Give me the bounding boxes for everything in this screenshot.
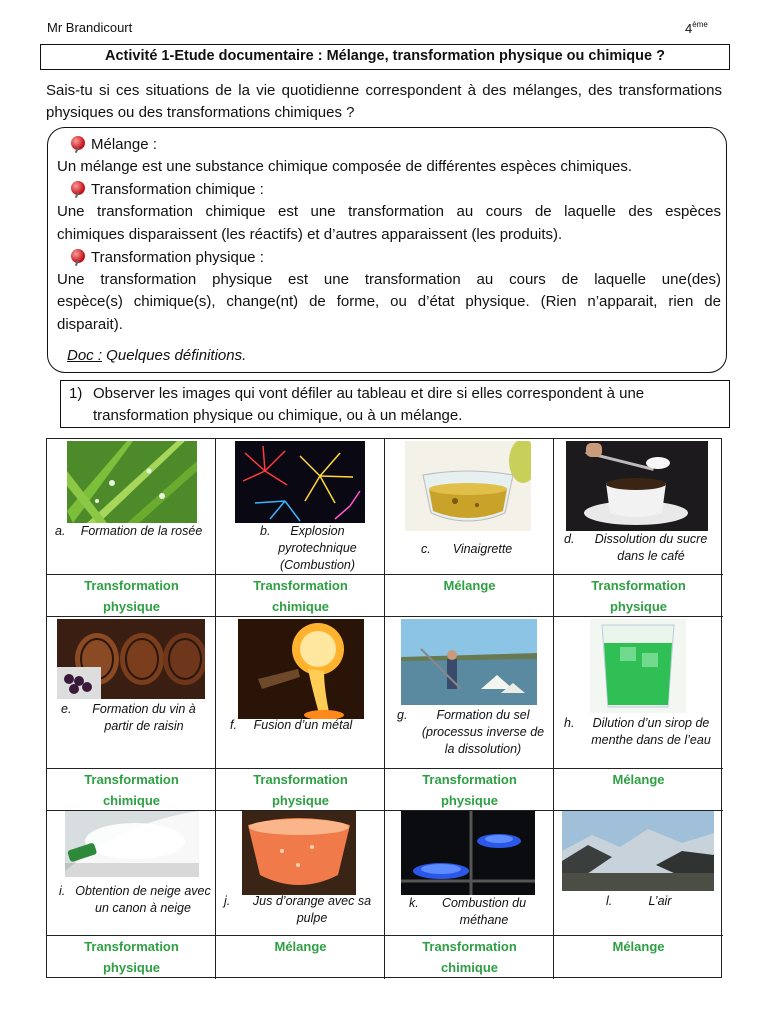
item-cell-k: [385, 811, 554, 936]
physique-definition-1: Une transformation physique est une transformation au cours de laquelle une(des): [57, 271, 721, 288]
salt-marsh-image: [401, 619, 537, 705]
item-cell-g: [385, 617, 554, 769]
answer-cell-b: [216, 575, 385, 617]
pin-icon: [71, 136, 85, 150]
activity-title: Activité 1-Etude documentaire : Mélange, transformation physique ou chimique ?: [40, 44, 730, 70]
definitions-box: [47, 127, 727, 373]
answer-f-line1: Transformation: [253, 772, 348, 787]
caption-j: j. Jus d’orange avec sa pulpe: [224, 894, 372, 925]
answer-cell-c: [385, 575, 554, 617]
answer-i-line2: physique: [102, 960, 161, 975]
gas-flame-image: [401, 811, 535, 895]
chimique-definition-1: Une transformation chimique est une transformation au cours de laquelle des espèces: [57, 203, 721, 220]
answer-a-line1: Transformation: [84, 578, 179, 593]
orange-juice-image: [242, 811, 356, 895]
answer-cell-k: [385, 936, 554, 979]
pin-icon: [71, 181, 85, 195]
physique-definition-3: disparait).: [57, 316, 123, 333]
answer-cell-j: [216, 936, 385, 979]
answer-cell-a: [47, 575, 216, 617]
caption-d: d. Dissolution du sucre dans le café: [564, 532, 708, 563]
melange-definition: Un mélange est une substance chimique composée de différentes espèces chimiques.: [57, 158, 633, 175]
answer-b-line1: Transformation: [253, 578, 348, 593]
melange-heading: Mélange :: [57, 134, 721, 156]
caption-i: i. Obtention de neige avec un canon à neige: [59, 884, 211, 915]
question-number: 1): [69, 385, 83, 402]
answer-cell-l: [554, 936, 723, 979]
answer-c-line1: Mélange: [443, 578, 496, 593]
answer-f-line2: physique: [271, 793, 330, 808]
answer-cell-d: [554, 575, 723, 617]
answer-e-line1: Transformation: [84, 772, 179, 787]
answer-i-line1: Transformation: [84, 939, 179, 954]
item-cell-i: [47, 811, 216, 936]
answer-g-line2: physique: [440, 793, 499, 808]
answer-d-line1: Transformation: [591, 578, 686, 593]
item-cell-c: [385, 439, 554, 575]
item-cell-f: [216, 617, 385, 769]
answer-cell-i: [47, 936, 216, 979]
physique-heading: Transformation physique :: [57, 247, 721, 269]
item-cell-d: [554, 439, 723, 575]
caption-l: l. L’air: [606, 894, 672, 908]
answer-a-line2: physique: [102, 599, 161, 614]
answer-l-line1: Mélange: [612, 939, 665, 954]
caption-c: c. Vinaigrette: [421, 542, 513, 556]
item-cell-a: [47, 439, 216, 575]
author-name: Mr Brandicourt: [47, 20, 133, 35]
caption-b: b. Explosion pyrotechnique (Combustion): [260, 524, 357, 572]
caption-f: f. Fusion d’un métal: [230, 718, 353, 732]
coffee-sugar-image: [566, 441, 708, 531]
snow-cannon-image: [65, 811, 199, 877]
caption-h: h. Dilution d’un sirop de menthe dans de l’eau: [564, 716, 711, 747]
chimique-heading: Transformation chimique :: [57, 179, 721, 201]
answer-k-line1: Transformation: [422, 939, 517, 954]
item-cell-b: [216, 439, 385, 575]
chimique-definition-2: chimiques disparaissent (les réactifs) et d’autres apparaissent (les produits).: [57, 226, 563, 243]
item-cell-e: [47, 617, 216, 769]
question-text: Observer les images qui vont défiler au tableau et dire si elles correspondent à une transformation physique ou chimique, ou à un mélange.: [93, 385, 645, 424]
wine-barrels-image: [57, 619, 205, 699]
activity-grid: [46, 438, 722, 978]
answer-h-line1: Mélange: [612, 772, 665, 787]
molten-metal-image: [238, 619, 364, 719]
caption-a: a. Formation de la rosée: [55, 524, 203, 538]
fireworks-image: [235, 441, 365, 523]
doc-caption: Doc : Quelques définitions.: [67, 347, 247, 364]
item-cell-l: [554, 811, 723, 936]
pin-icon: [71, 249, 85, 263]
class-level: 4ème: [685, 20, 708, 36]
mint-syrup-glass-image: [590, 619, 686, 713]
vinaigrette-bowl-image: [405, 441, 531, 531]
question-box: [60, 380, 730, 428]
caption-k: k. Combustion du méthane: [409, 896, 527, 927]
intro-paragraph: Sais-tu si ces situations de la vie quotidienne correspondent à des mélanges, des transformations physiques ou des transformations chimiques ?: [46, 82, 722, 121]
answer-cell-e: [47, 769, 216, 811]
answer-g-line1: Transformation: [422, 772, 517, 787]
answer-cell-f: [216, 769, 385, 811]
item-cell-h: [554, 617, 723, 769]
caption-g: g. Formation du sel (processus inverse de la dissolution): [397, 708, 545, 756]
item-cell-j: [216, 811, 385, 936]
answer-b-line2: chimique: [271, 599, 330, 614]
answer-d-line2: physique: [609, 599, 668, 614]
caption-e: e. Formation du vin à partir de raisin: [61, 702, 196, 733]
answer-cell-g: [385, 769, 554, 811]
answer-e-line2: chimique: [102, 793, 161, 808]
answer-j-line1: Mélange: [274, 939, 327, 954]
answer-k-line2: chimique: [440, 960, 499, 975]
answer-cell-h: [554, 769, 723, 811]
dew-grass-image: [67, 441, 197, 523]
physique-definition-2: espèce(s) chimique(s), change(nt) de forme, ou d’état physique. (Rien n’apparait, rien de: [57, 293, 721, 310]
mountain-air-image: [562, 811, 714, 891]
